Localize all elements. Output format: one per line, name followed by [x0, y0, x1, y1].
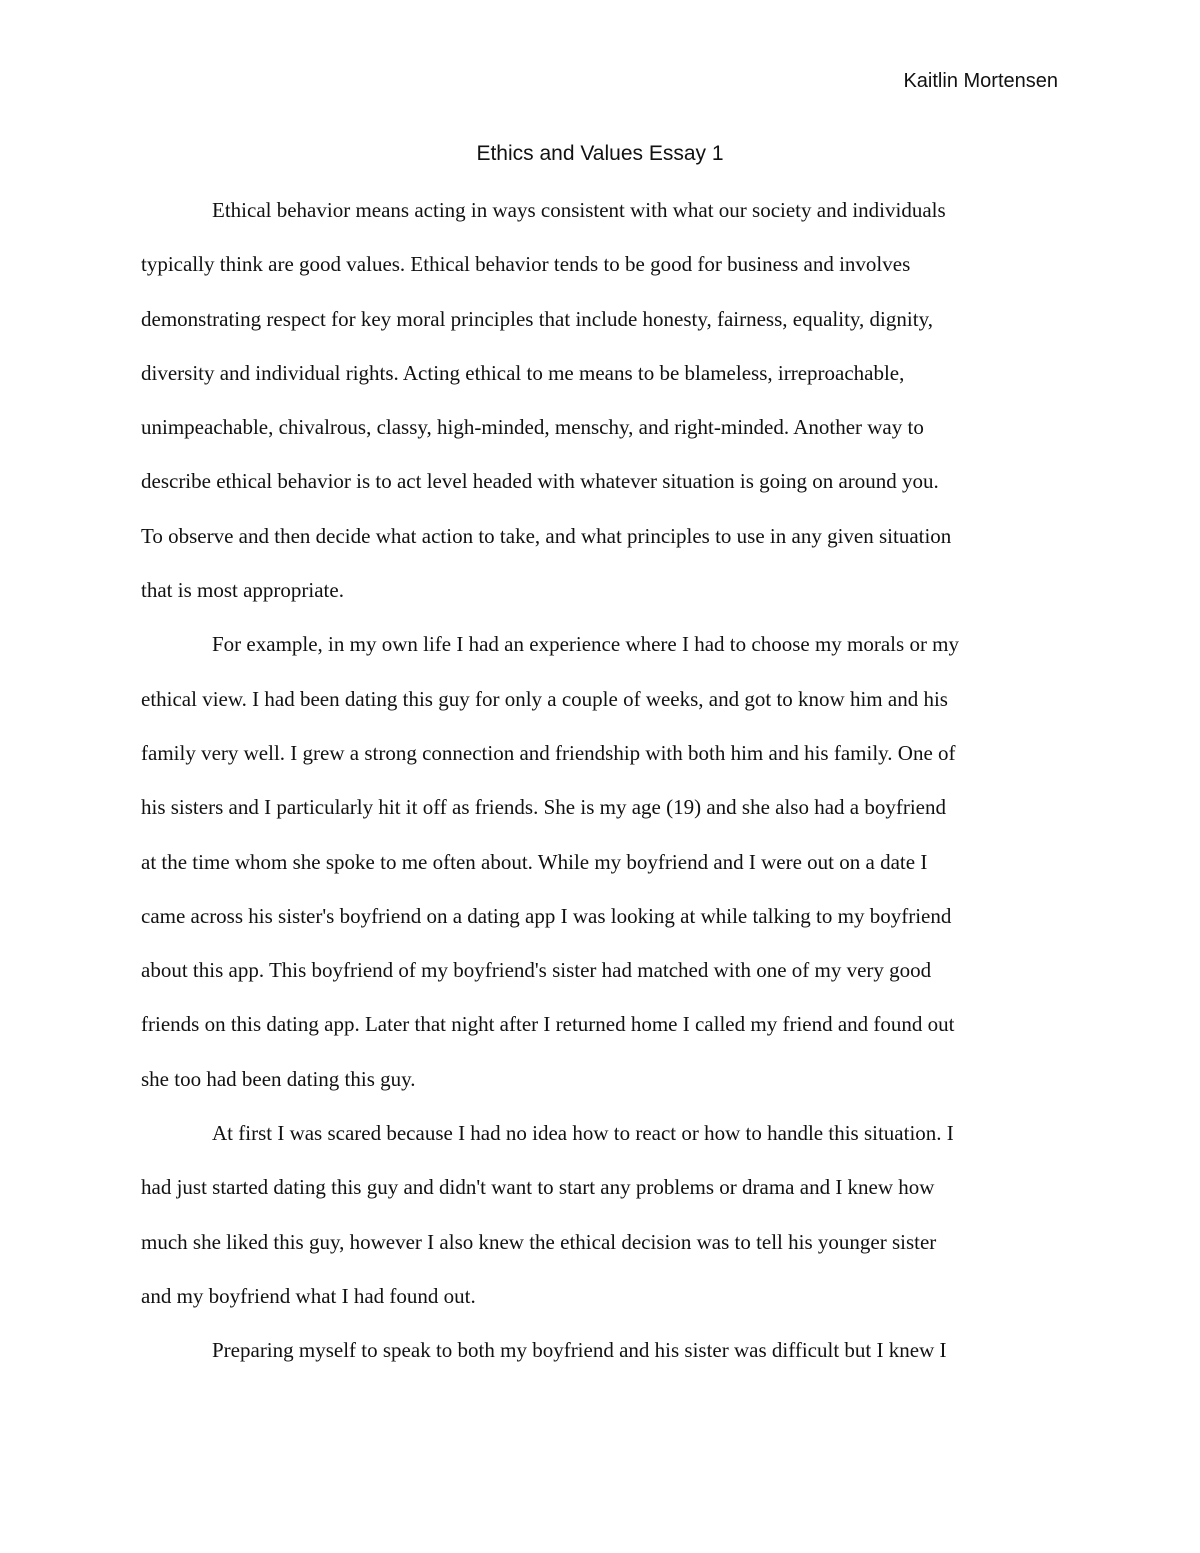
text-line: family very well. I grew a strong connection and friendship with both him and his family. One of	[141, 740, 956, 765]
text-line: typically think are good values. Ethical behavior tends to be good for business and involves	[141, 252, 911, 277]
text-line: at the time whom she spoke to me often about. While my boyfriend and I were out on a date I	[141, 849, 928, 874]
text-line: ethical view. I had been dating this guy for only a couple of weeks, and got to know him and his	[141, 686, 948, 711]
text-line: Preparing myself to speak to both my boyfriend and his sister was difficult but I knew I	[212, 1338, 947, 1363]
text-line: For example, in my own life I had an experience where I had to choose my morals or my	[212, 632, 960, 657]
text-line: she too had been dating this guy.	[141, 1066, 416, 1091]
text-line: Ethical behavior means acting in ways consistent with what our society and individuals	[212, 198, 946, 222]
essay-title: Ethics and Values Essay 1	[476, 142, 724, 165]
text-line: At first I was scared because I had no idea how to react or how to handle this situation. I	[212, 1121, 954, 1146]
text-line: about this app. This boyfriend of my boyfriend's sister had matched with one of my very good	[141, 958, 932, 983]
text-line: diversity and individual rights. Acting ethical to me means to be blameless, irreproachable,	[141, 360, 905, 385]
text-line: that is most appropriate.	[141, 578, 344, 603]
text-line: came across his sister's boyfriend on a dating app I was looking at while talking to my boyfriend	[141, 903, 952, 928]
text-line: friends on this dating app. Later that night after I returned home I called my friend and found out	[141, 1012, 955, 1037]
text-line: demonstrating respect for key moral principles that include honesty, fairness, equality, dignity,	[141, 306, 933, 331]
text-line: describe ethical behavior is to act level headed with whatever situation is going on around you.	[141, 469, 939, 494]
text-line: much she liked this guy, however I also knew the ethical decision was to tell his younger sister	[141, 1229, 937, 1254]
text-line: had just started dating this guy and didn't want to start any problems or drama and I knew how	[141, 1175, 935, 1200]
essay-body	[141, 183, 1061, 1378]
text-line: and my boyfriend what I had found out.	[141, 1283, 476, 1308]
text-line: his sisters and I particularly hit it off as friends. She is my age (19) and she also had a boyfriend	[141, 795, 947, 820]
text-line: unimpeachable, chivalrous, classy, high-minded, menschy, and right-minded. Another way to	[141, 415, 924, 440]
text-line: To observe and then decide what action to take, and what principles to use in any given situation	[141, 523, 952, 548]
author-header: Kaitlin Mortensen	[903, 70, 1058, 92]
